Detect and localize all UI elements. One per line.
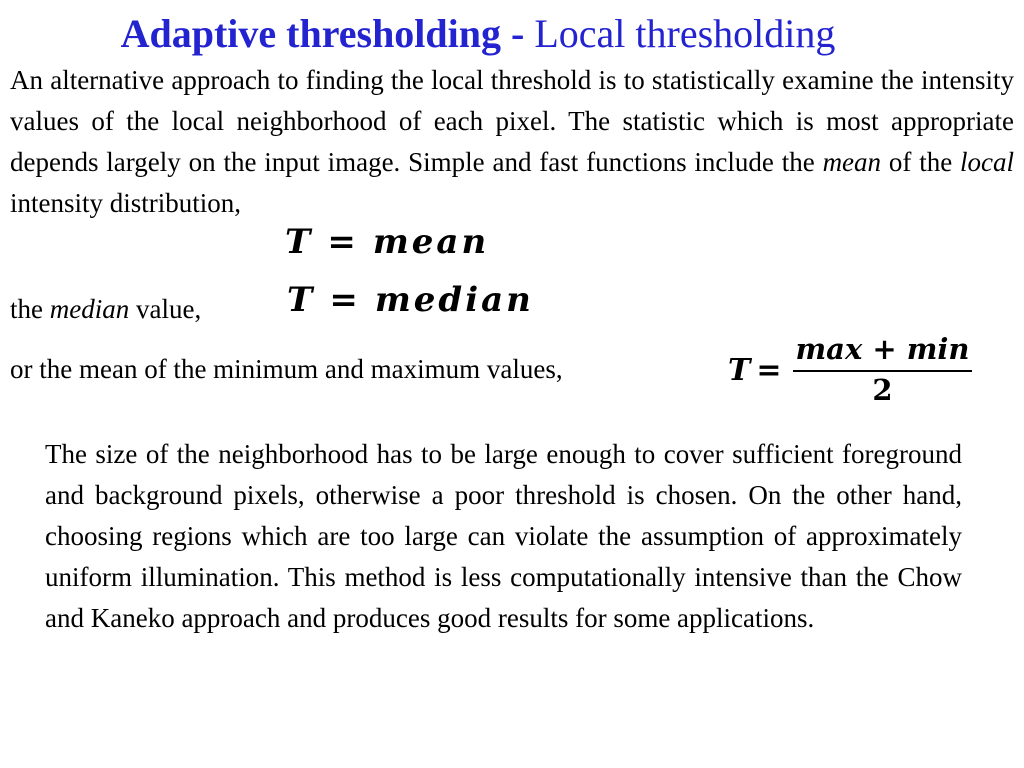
- minmax-text: or the mean of the minimum and maximum values,: [10, 354, 563, 384]
- formula-median: [287, 280, 534, 320]
- median-prefix: the: [10, 294, 43, 324]
- formula-mean-rhs: mean: [372, 222, 490, 262]
- of-the-text: of the: [888, 147, 953, 177]
- formula-median-lhs: T: [287, 280, 316, 320]
- minmax-line: [10, 349, 563, 390]
- title-bold-part: Adaptive thresholding -: [120, 11, 525, 56]
- median-suffix: value,: [135, 294, 202, 324]
- formula-median-eq: =: [329, 280, 361, 320]
- local-word: local: [960, 147, 1015, 177]
- formula-minmax-fraction: [793, 332, 971, 408]
- formula-minmax-eq: =: [756, 352, 782, 388]
- intro-paragraph: [10, 60, 1014, 224]
- formula-mean: [285, 222, 489, 262]
- neighborhood-paragraph: [45, 434, 962, 639]
- distribution-text: intensity distribution,: [10, 188, 242, 218]
- formula-minmax-lhs: T: [728, 352, 751, 388]
- median-line: [10, 289, 201, 330]
- intro-text: An alternative approach to finding the local threshold is to statistically examine the intensity values of the local neighborhood of each pixel. The statistic which is most appropriate depends largely on the input image. Simple and fast functions include the: [10, 65, 1014, 177]
- neighborhood-text: The size of the neighborhood has to be large enough to cover sufficient foreground and background pixels, otherwise a poor threshold is chosen. On the other hand, choosing regions which are too large can violate the assumption of approximately uniform illumination. This method is less computationally intensive than the Chow and Kaneko approach and produces good results for some applications.: [45, 439, 962, 633]
- title-regular-part: Local thresholding: [534, 11, 836, 56]
- formula-mean-lhs: T: [285, 222, 314, 262]
- mean-word: mean: [822, 147, 882, 177]
- formula-median-rhs: median: [374, 280, 534, 320]
- formula-minmax-denominator: 2: [872, 373, 893, 407]
- median-word: median: [49, 294, 130, 324]
- formula-minmax-numerator: max + min: [793, 332, 971, 372]
- formula-minmax: [728, 330, 972, 410]
- formula-mean-eq: =: [327, 222, 359, 262]
- slide-title: [0, 10, 956, 58]
